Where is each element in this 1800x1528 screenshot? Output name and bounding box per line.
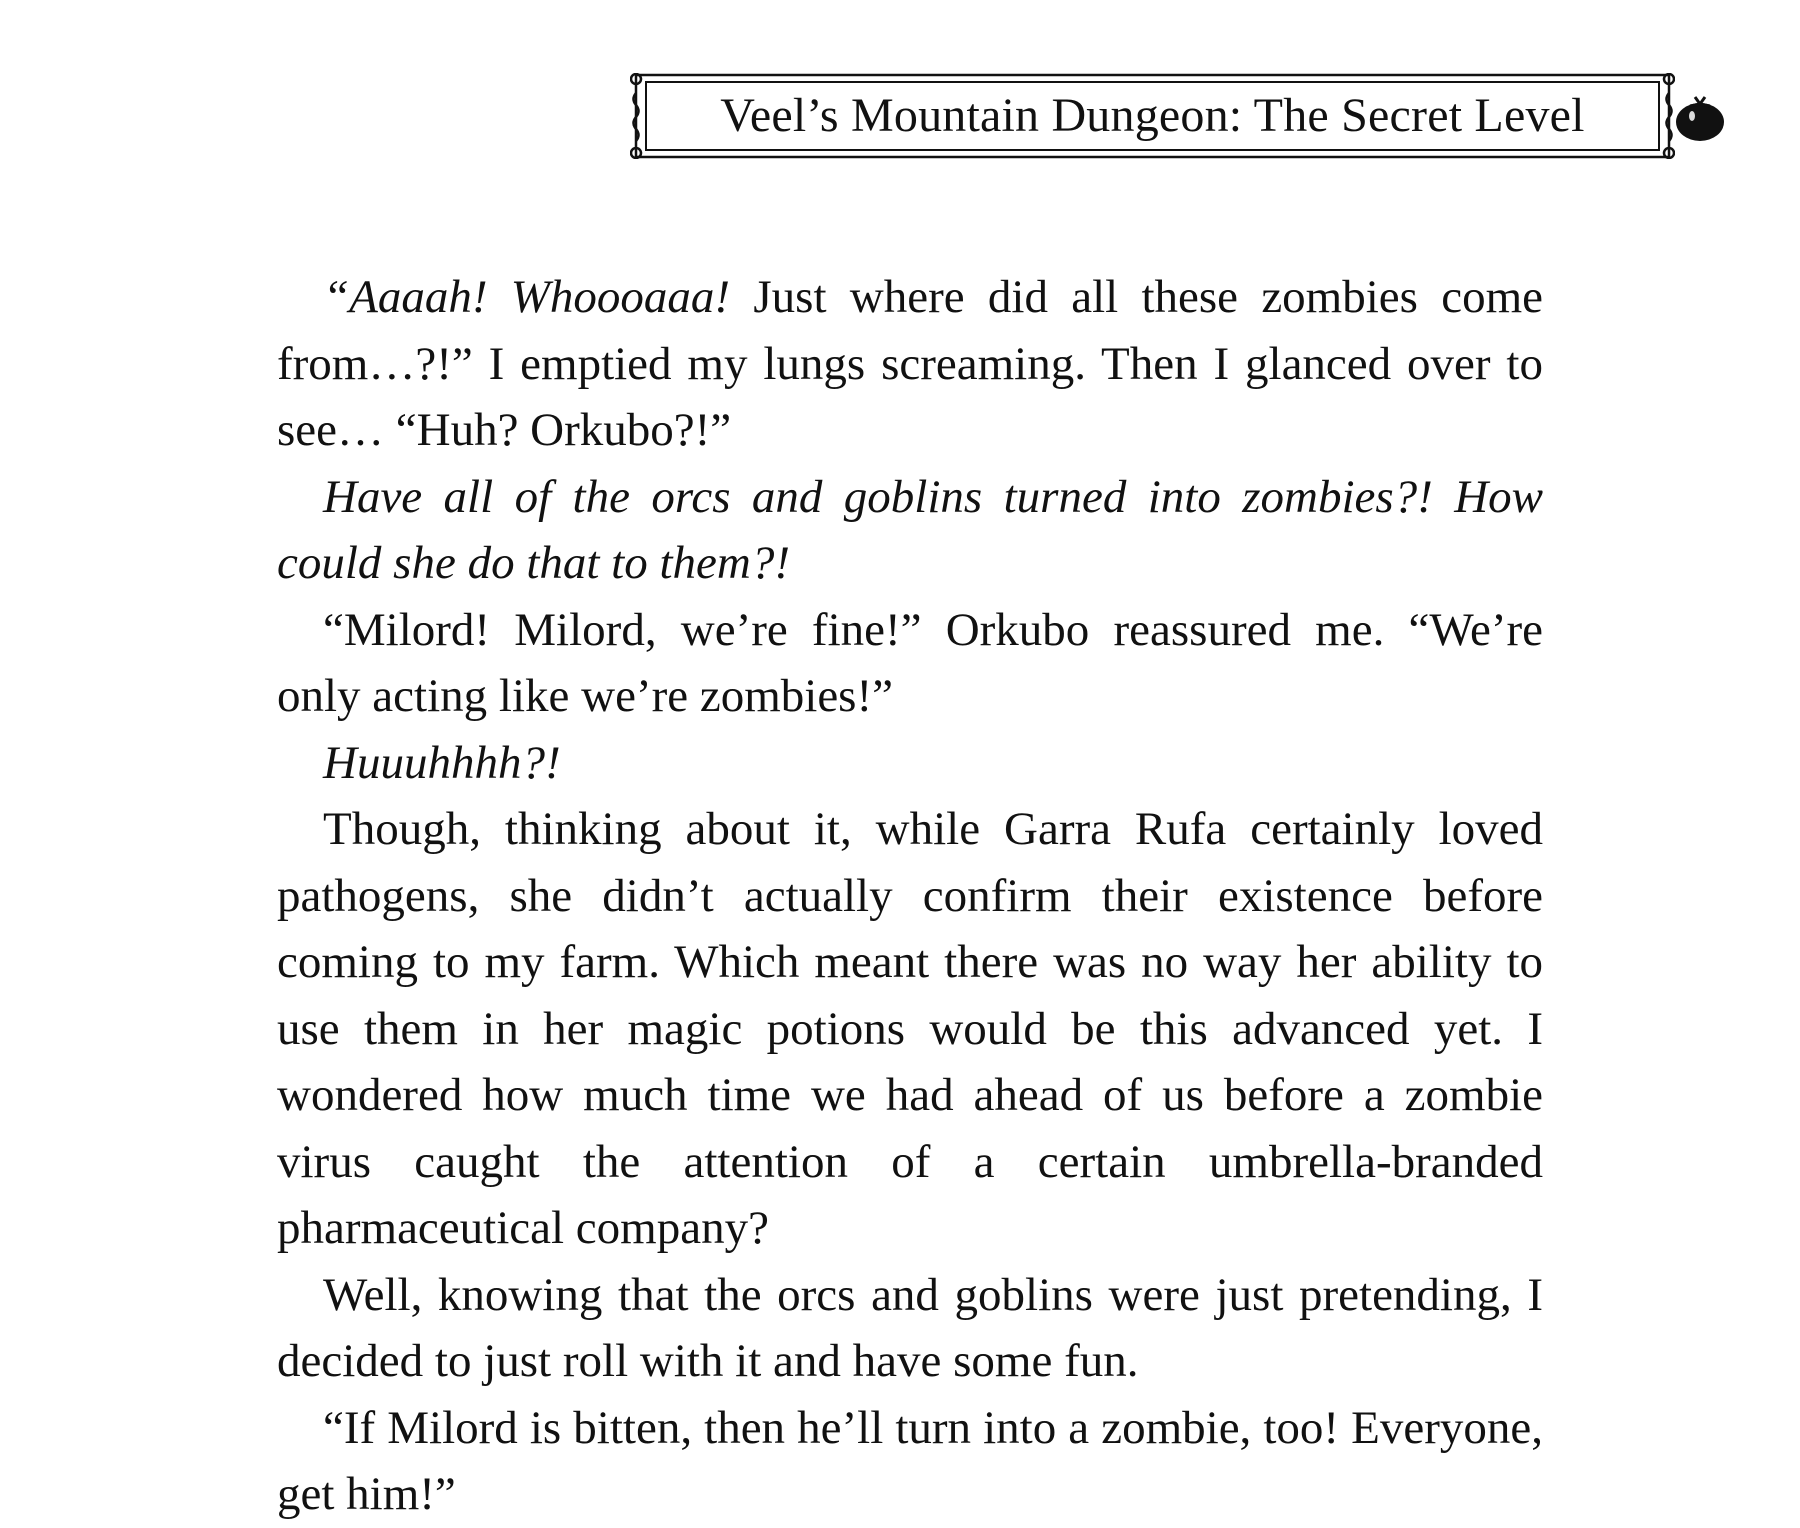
paragraph-1-italic: “Aaaah! Whoooaaa! xyxy=(323,271,731,323)
paragraph-4-italic: Huuuhhhh?! xyxy=(323,736,561,789)
paragraph-4 xyxy=(277,730,1543,797)
paragraph-2 xyxy=(277,464,1543,597)
tomato-icon xyxy=(1670,92,1730,144)
body-text xyxy=(277,264,1543,1528)
paragraph-3: “Milord! Milord, we’re fine!” Orkubo reassured me. “We’re only acting like we’re zombies!” xyxy=(277,603,1543,722)
paragraph-2-italic: Have all of the orcs and goblins turned into zombies?! How could she do that to them?! xyxy=(277,470,1543,589)
paragraph-6: Well, knowing that the orcs and goblins were just pretending, I decided to just roll with it and have some fun. xyxy=(277,1268,1543,1387)
paragraph-1 xyxy=(277,264,1543,464)
paragraph-1-text: Just where did all these zombies come from…?!” I emptied my lungs screaming. Then I glanced over to see… “Huh? Orkubo?!” xyxy=(277,271,1544,456)
running-header xyxy=(630,73,1675,159)
paragraph-5: Though, thinking about it, while Garra Rufa certainly loved pathogens, she didn’t actually confirm their existence before coming to my farm. Which meant there was no way her ability to use them in her magic potions would be this advanced yet. I wondered how much time we had ahead of us before a zombie virus caught the attention of a certain umbrella-branded pharmaceutical company? xyxy=(277,803,1543,1254)
header-title: Veel’s Mountain Dungeon: The Secret Level xyxy=(720,89,1585,142)
paragraph-7: “If Milord is bitten, then he’ll turn into a zombie, too! Everyone, get him!” xyxy=(277,1401,1543,1520)
